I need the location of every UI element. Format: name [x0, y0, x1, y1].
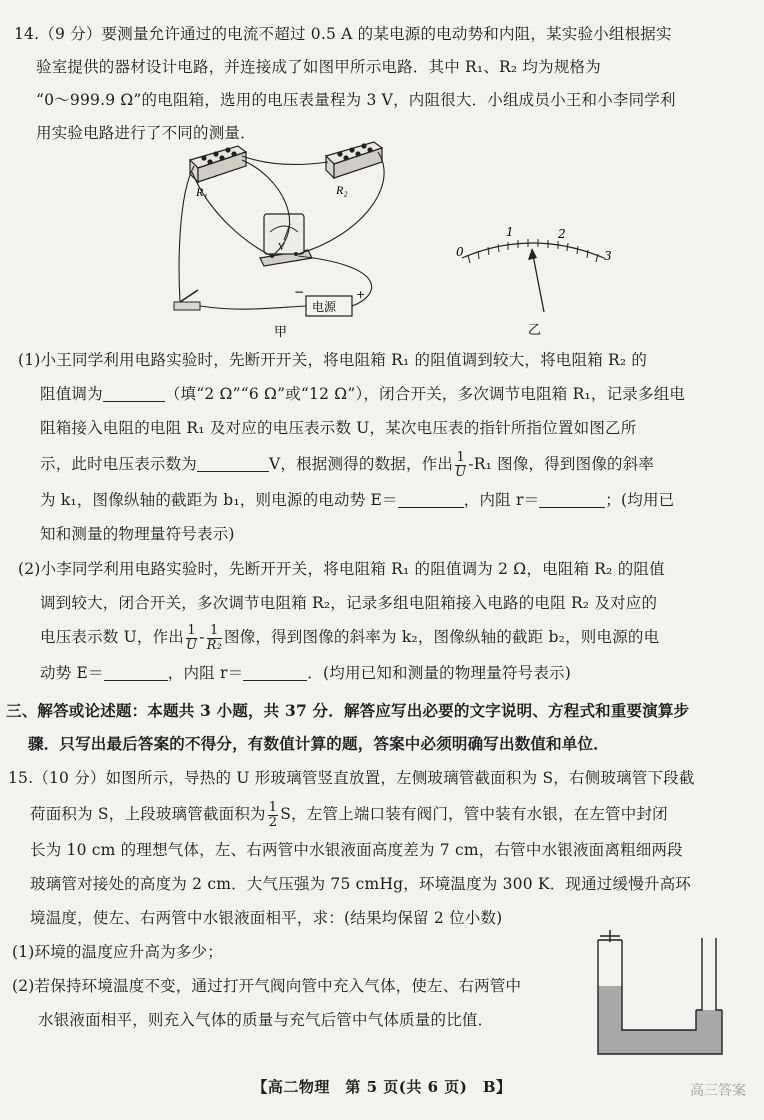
r2-label: R₂: [336, 183, 348, 197]
q14-part2-line-1: (2)小李同学利用电路实验时，先断开开关，将电阻箱 R₁ 的阻值调为 2 Ω，电阻箱 R₂ 的阻值: [18, 560, 665, 578]
resistance-box-r1: [190, 146, 246, 182]
part2-text: 电压表示数 U，作出: [40, 628, 184, 646]
q15-text: 荷面积为 S，上段玻璃管截面积为: [30, 805, 266, 823]
part2-text: 动势 E＝: [40, 664, 104, 682]
answer-blank-resistance-1[interactable]: [539, 489, 605, 508]
fraction-one-over-r2: $\frac{1}{\text{R₂}}$: [206, 622, 222, 653]
watermark-text: 高三答案: [690, 1083, 746, 1099]
part1-text: 为 k₁，图像纵轴的截距为 b₁，则电源的电动势 E＝: [40, 491, 398, 509]
q14-part1-line-3: 阻箱接入电阻的电阻 R₁ 及对应的电压表示数 U，某次电压表的指针所指位置如图乙所: [40, 419, 637, 437]
switch: [174, 290, 200, 310]
scale-tick-2: 2: [558, 227, 566, 241]
pointer-arrow: [528, 248, 544, 312]
section-3-heading-line-1: 三、解答或论述题：本题共 3 小题，共 37 分．解答应写出必要的文字说明、方程式和重要演算步: [6, 701, 690, 720]
part2-text: -: [199, 628, 205, 646]
q15-line-3: 长为 10 cm 的理想气体，左、右两管中水银液面高度差为 7 cm，右管中水银液面离粗细两段: [30, 841, 683, 859]
q14-part1-line-4: [40, 448, 752, 481]
q14-intro-line-2: 验室提供的器材设计电路，并连接成了如图甲所示电路．其中 R₁、R₂ 均为规格为: [36, 58, 601, 76]
mercury-bottom: [622, 1030, 696, 1054]
part1-text: 阻值调为: [40, 385, 103, 403]
fraction-one-over-u: $\frac{1}{U}$: [186, 622, 198, 653]
voltmeter-label: V: [278, 242, 286, 253]
scale-tick-0: 0: [456, 245, 464, 259]
q14-part2-line-2: 调到较大，闭合开关，多次调节电阻箱 R₂，记录多组电阻箱接入电路的电阻 R₂ 及对应的: [40, 594, 658, 612]
q15-subquestion-1: (1)环境的温度应升高为多少；: [12, 943, 223, 961]
figure-yi-caption: 乙: [528, 323, 542, 338]
q14-intro-line-4: 用实验电路进行了不同的测量．: [36, 124, 256, 142]
answer-blank-voltage[interactable]: [197, 453, 269, 472]
part1-text: 示，此时电压表示数为: [40, 455, 198, 473]
q14-part1-line-2: [40, 378, 752, 411]
page-footer: 【高二物理 第 5 页(共 6 页) B】: [252, 1078, 512, 1096]
part1-text: ，内阻 r＝: [463, 491, 540, 509]
q14-part1-line-1: (1)小王同学利用电路实验时，先断开开关，将电阻箱 R₁ 的阻值调到较大，将电阻箱 R₂ 的: [18, 351, 648, 369]
source-minus-label: −: [294, 285, 305, 299]
q14-intro-line-3: “0～999.9 Ω”的电阻箱，选用的电压表量程为 3 V，内阻很大．小组成员小王和小李同学利: [36, 91, 676, 109]
q15-line-4: 玻璃管对接处的高度为 2 cm．大气压强为 75 cmHg，环境温度为 300 K．现通过缓慢升高环: [30, 875, 692, 893]
u-tube-figure: [586, 926, 756, 1070]
mercury-right: [696, 1010, 722, 1054]
mercury-left: [598, 986, 622, 1054]
part2-text: 图像，得到图像的斜率为 k₂，图像纵轴的截距 b₂，则电源的电: [224, 628, 660, 646]
q14-part2-line-3: [40, 621, 752, 654]
power-source-label: 电源: [312, 300, 337, 314]
q15-line-5: 境温度，使左、右两管中水银液面相平，求：(结果均保留 2 位小数): [30, 909, 503, 927]
resistance-box-r2: [326, 142, 382, 178]
part1-text: （填“2 Ω”“6 Ω”或“12 Ω”），闭合开关，多次调节电阻箱 R₁，记录多组电: [164, 385, 686, 403]
q14-part1-line-6: 知和测量的物理量符号表示): [40, 525, 235, 543]
figure-jia-caption: 甲: [274, 325, 288, 340]
scale-tick-1: 1: [506, 225, 514, 239]
q15-line-2: [30, 798, 752, 831]
part2-text: ．(均用已知和测量的物理量符号表示): [307, 664, 571, 682]
source-plus-label: +: [356, 288, 366, 301]
fraction-one-over-u: $\frac{1}{U}$: [455, 449, 467, 480]
part1-text: -R₁ 图像，得到图像的斜率: [468, 455, 655, 473]
answer-blank-resistance-2[interactable]: [243, 662, 307, 681]
q15-subquestion-2-line-2: 水银液面相平，则充入气体的质量与充气后管中气体质量的比值．: [38, 1011, 494, 1029]
voltmeter-scale-figure: [448, 218, 618, 340]
part1-text: ；(均用已: [605, 491, 675, 509]
answer-blank-emf-2[interactable]: [104, 662, 168, 681]
q14-part2-line-4: [40, 657, 752, 690]
answer-blank-emf-1[interactable]: [398, 489, 464, 508]
answer-blank-r2-value[interactable]: [103, 383, 165, 402]
r1-label: R₁: [196, 185, 208, 199]
scale-tick-3: 3: [604, 249, 612, 263]
q15-line-1: 15.（10 分）如图所示，导热的 U 形玻璃管竖直放置，左侧玻璃管截面积为 S，右侧玻璃管下段截: [8, 769, 695, 787]
q15-text: S，左管上端口装有阀门，管中装有水银，在左管中封闭: [280, 805, 668, 823]
q14-intro-line-1: 14.（9 分）要测量允许通过的电流不超过 0.5 A 的某电源的电动势和内阻，某实验小组根据实: [14, 25, 672, 43]
fraction-one-half: $\frac{1}{2}$: [268, 799, 278, 830]
part1-text: V，根据测得的数据，作出: [269, 455, 454, 473]
section-3-heading-line-2: 骤．只写出最后答案的不得分，有数值计算的题，答案中必须明确写出数值和单位．: [28, 734, 609, 753]
part2-text: ，内阻 r＝: [167, 664, 244, 682]
circuit-figure: [160, 136, 410, 346]
q15-subquestion-2-line-1: (2)若保持环境温度不变，通过打开气阀向管中充入气体，使左、右两管中: [12, 977, 522, 995]
q14-part1-line-5: [40, 484, 752, 517]
